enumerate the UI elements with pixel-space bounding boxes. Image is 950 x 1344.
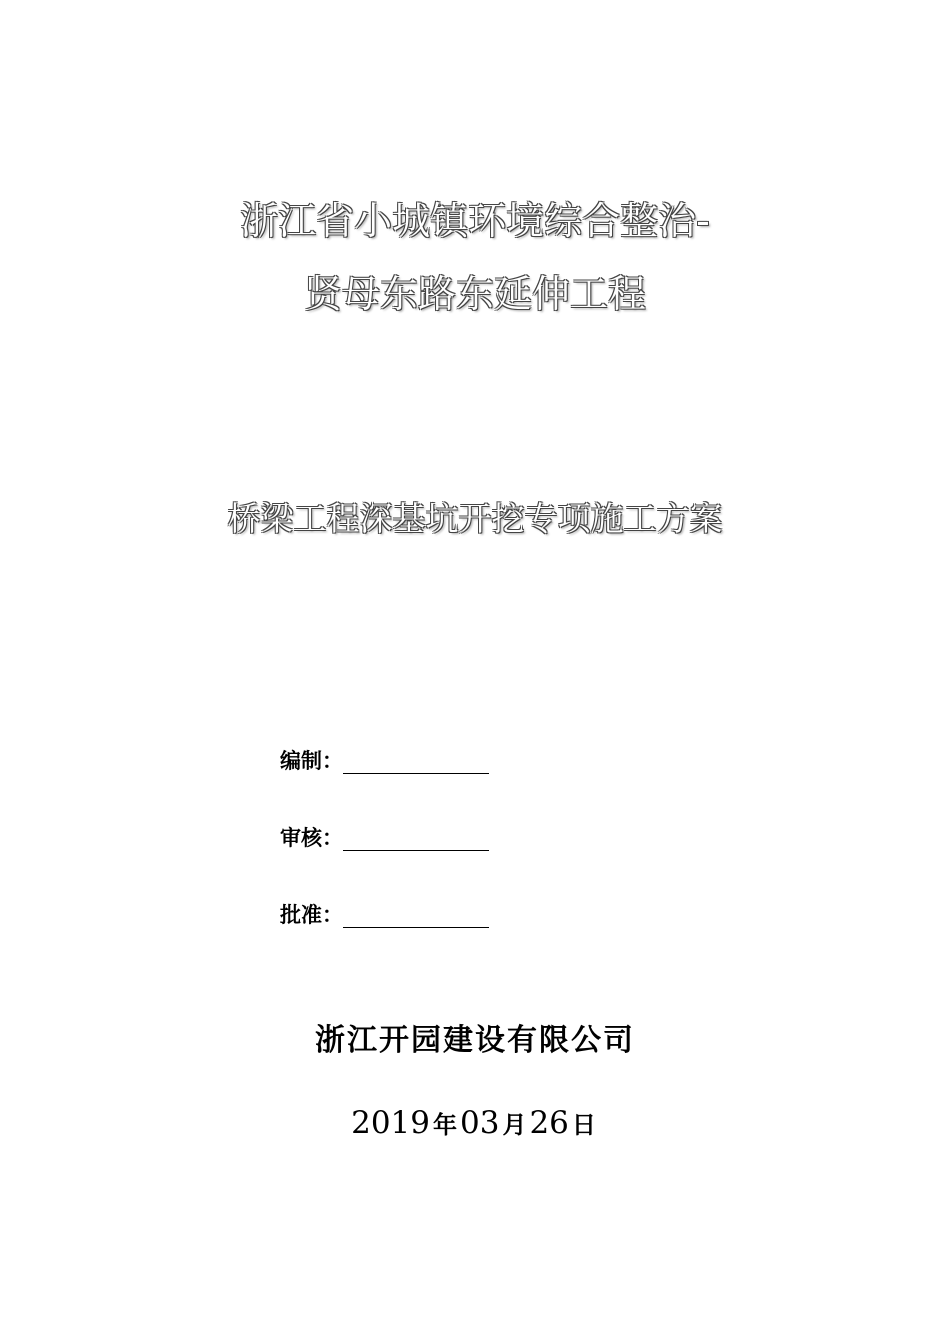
- date-day: 26: [529, 1105, 569, 1141]
- date-month-unit: 月: [502, 1111, 527, 1139]
- date-year-unit: 年: [433, 1111, 457, 1139]
- signature-label-reviewed: 审核：: [280, 826, 343, 850]
- signature-label-approved: 批准：: [280, 903, 343, 927]
- company-name: 浙江开园建设有限公司: [315, 1023, 635, 1058]
- signature-row-reviewed: [280, 819, 489, 851]
- signature-blank-reviewed: [343, 828, 489, 851]
- signature-row-approved: [280, 896, 489, 928]
- signature-row-prepared: [280, 742, 489, 774]
- date-year: 2019: [351, 1105, 430, 1141]
- signature-blank-prepared: [343, 751, 489, 774]
- date-month: 03: [460, 1105, 500, 1141]
- signature-label-prepared: 编制：: [280, 749, 343, 773]
- document-date: [0, 1105, 950, 1141]
- signature-blank-approved: [343, 905, 489, 928]
- document-title-line-2: 贤母东路东延伸工程: [303, 272, 646, 316]
- date-day-unit: 日: [571, 1111, 596, 1139]
- document-subtitle: 桥梁工程深基坑开挖专项施工方案: [227, 499, 723, 538]
- document-title-line-1: 浙江省小城镇环境综合整治-: [240, 199, 710, 243]
